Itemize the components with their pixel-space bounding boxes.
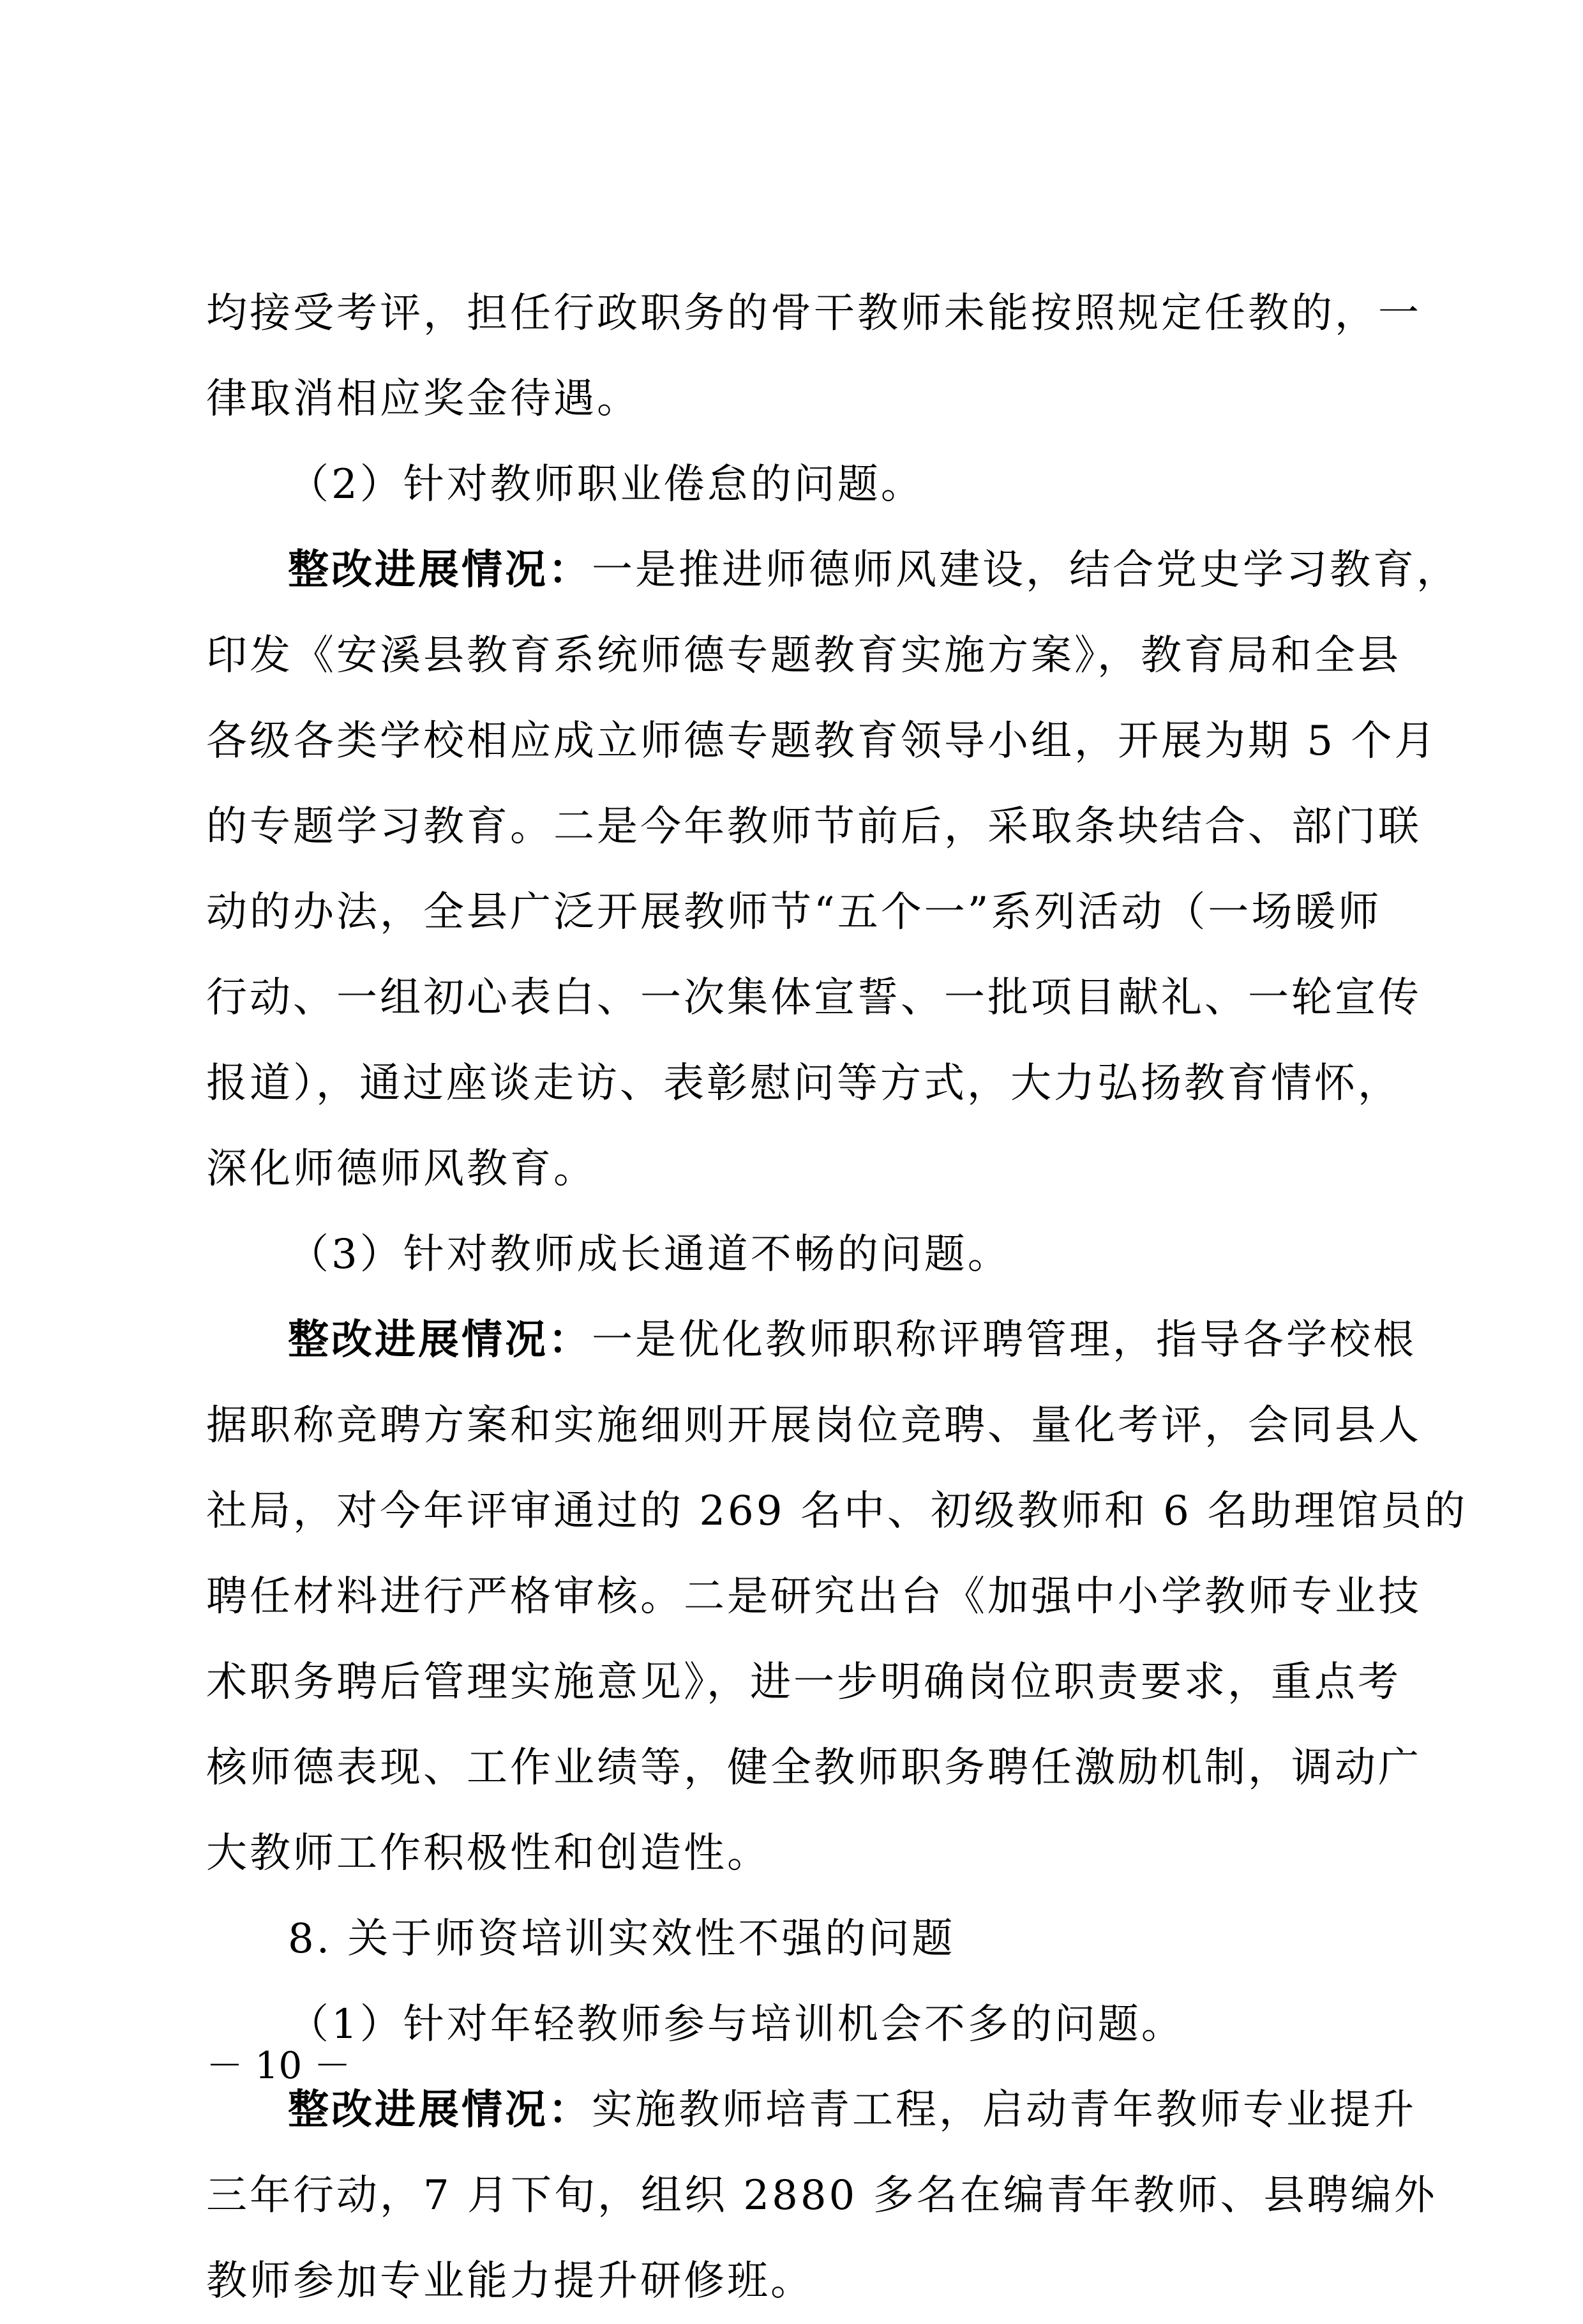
document-body <box>206 271 1468 2324</box>
paragraph-line: 核师德表现、工作业绩等，健全教师职务聘任激励机制，调动广 <box>206 1744 1422 1792</box>
paragraph-line: 各级各类学校相应成立师德专题教育领导小组，开展为期 5 个月 <box>206 718 1438 765</box>
paragraph-line: 的专题学习教育。二是今年教师节前后，采取条块结合、部门联 <box>206 803 1422 850</box>
paragraph-line: 深化师德师风教育。 <box>206 1145 597 1193</box>
section-heading: （1）针对年轻教师参与培训机会不多的问题。 <box>288 2001 1185 2048</box>
progress-lead-label: 整改进展情况： <box>288 546 592 594</box>
paragraph-line: 动的办法，全县广泛开展教师节“五个一”系列活动（一场暖师 <box>206 889 1382 936</box>
section-heading: （2）针对教师职业倦怠的问题。 <box>288 461 924 508</box>
paragraph-line: 教师参加专业能力提升研修班。 <box>206 2258 814 2305</box>
paragraph-first-line <box>206 527 1460 613</box>
paragraph-line: 律取消相应奖金待遇。 <box>206 375 640 423</box>
paragraph-line: 社局，对今年评审通过的 269 名中、初级教师和 6 名助理馆员的 <box>206 1488 1468 1535</box>
paragraph-line: 三年行动，7 月下旬，组织 2880 多名在编青年教师、县聘编外 <box>206 2172 1437 2219</box>
paragraph-first-line <box>206 1297 1416 1383</box>
paragraph-text: 实施教师培青工程，启动青年教师专业提升 <box>592 2086 1416 2134</box>
paragraph-line: 据职称竞聘方案和实施细则开展岗位竞聘、量化考评，会同县人 <box>206 1402 1422 1449</box>
paragraph-line: 术职务聘后管理实施意见》，进一步明确岗位职责要求，重点考 <box>206 1659 1401 1706</box>
paragraph-text: 一是推进师德师风建设，结合党史学习教育， <box>592 547 1460 594</box>
paragraph-line: 均接受考评，担任行政职务的骨干教师未能按照规定任教的，一 <box>206 290 1422 337</box>
paragraph-line: 聘任材料进行严格审核。二是研究出台《加强中小学教师专业技 <box>206 1573 1422 1620</box>
page-number: － 10 － <box>206 2044 351 2087</box>
paragraph-line: 行动、一组初心表白、一次集体宣誓、一批项目献礼、一轮宣传 <box>206 974 1422 1022</box>
section-heading: （3）针对教师成长通道不畅的问题。 <box>288 1231 1011 1278</box>
progress-lead-label: 整改进展情况： <box>288 2086 592 2134</box>
paragraph-line: 印发《安溪县教育系统师德专题教育实施方案》，教育局和全县 <box>206 632 1401 679</box>
paragraph-text: 一是优化教师职称评聘管理，指导各学校根 <box>592 1317 1416 1364</box>
topic-heading: 8. 关于师资培训实效性不强的问题 <box>288 1915 956 1963</box>
progress-lead-label: 整改进展情况： <box>288 1316 592 1364</box>
paragraph-line: 报道），通过座谈走访、表彰慰问等方式，大力弘扬教育情怀， <box>206 1060 1401 1107</box>
paragraph-first-line <box>206 2067 1416 2153</box>
paragraph-line: 大教师工作积极性和创造性。 <box>206 1830 770 1877</box>
